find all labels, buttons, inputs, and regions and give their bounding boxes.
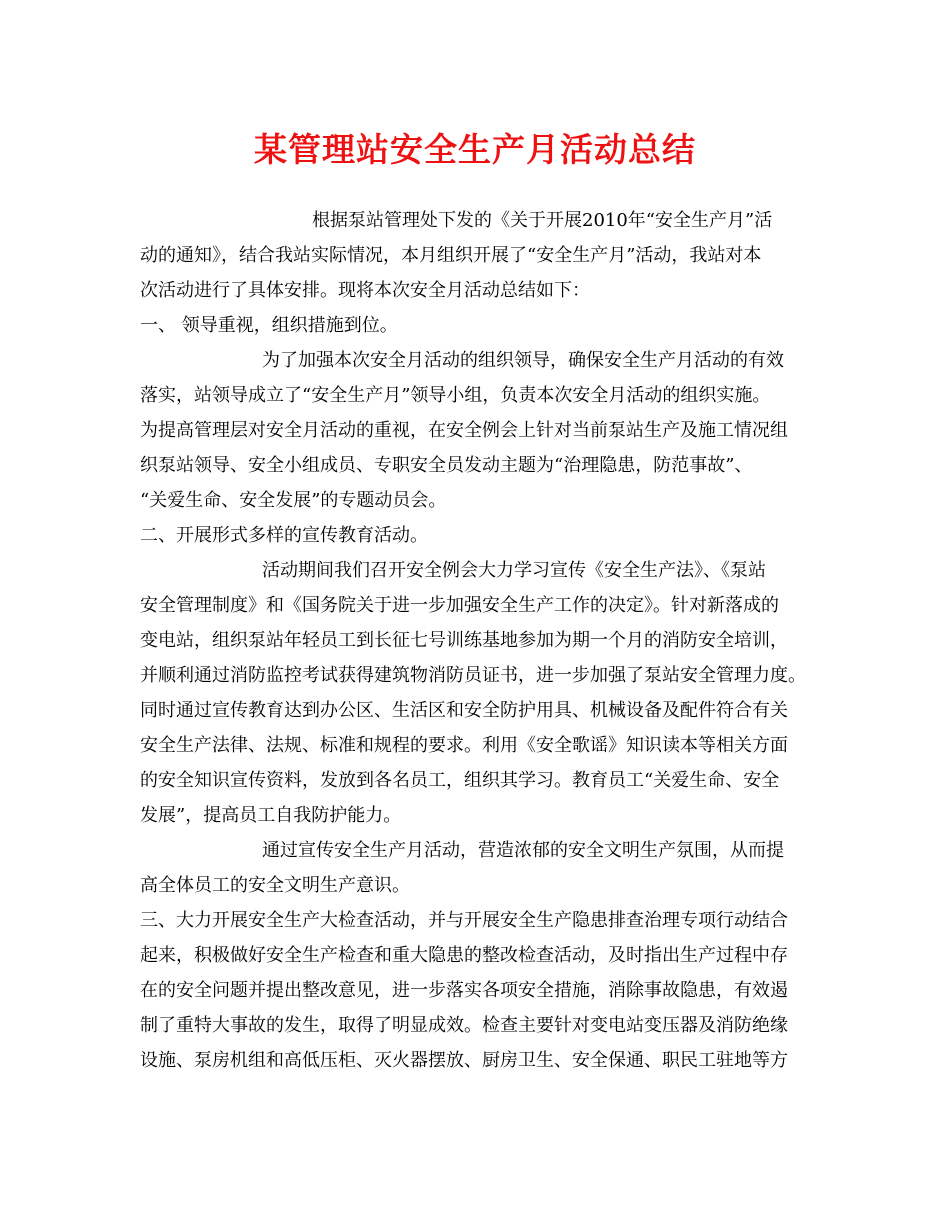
section-heading-2: 二、开展形式多样的宣传教育活动。 xyxy=(140,525,428,546)
paragraph-line: 通过宣传安全生产月活动，营造浓郁的安全文明生产氛围，从而提 xyxy=(262,840,784,861)
paragraph-line: “关爱生命、安全发展”的专题动员会。 xyxy=(140,490,447,511)
paragraph-line: 制了重特大事故的发生，取得了明显成效。检查主要针对变电站变压器及消防绝缘 xyxy=(140,1015,788,1036)
section-heading-1: 一、 领导重视，组织措施到位。 xyxy=(140,315,398,336)
paragraph-line: 安全生产法律、法规、标准和规程的要求。利用《安全歌谣》知识读本等相关方面 xyxy=(140,735,788,756)
paragraph-line: 活动期间我们召开安全例会大力学习宣传《安全生产法》、《泵站 xyxy=(262,560,766,581)
paragraph-line: 次活动进行了具体安排。现将本次安全月活动总结如下： xyxy=(140,280,590,301)
paragraph-line: 发展”，提高员工自我防护能力。 xyxy=(140,805,402,826)
document-title: 某管理站安全生产月活动总结 xyxy=(254,130,696,169)
paragraph-line: 安全管理制度》和《国务院关于进一步加强安全生产工作的决定》。针对新落成的 xyxy=(140,595,779,616)
paragraph-line: 为了加强本次安全月活动的组织领导，确保安全生产月活动的有效 xyxy=(262,350,784,371)
paragraph-line: 织泵站领导、安全小组成员、专职安全员发动主题为“治理隐患，防范事故”、 xyxy=(140,455,753,476)
paragraph-line: 变电站，组织泵站年轻员工到长征七号训练基地参加为期一个月的消防安全培训， xyxy=(140,630,788,651)
paragraph-line: 设施、泵房机组和高低压柜、灭火器摆放、厨房卫生、安全保通、职民工驻地等方 xyxy=(140,1050,788,1071)
section-heading-3: 三、大力开展安全生产大检查活动，并与开展安全生产隐患排查治理专项行动结合 xyxy=(140,910,788,931)
paragraph-line: 根据泵站管理处下发的《关于开展2010年“安全生产月”活 xyxy=(312,210,773,231)
paragraph-line: 同时通过宣传教育达到办公区、生活区和安全防护用具、机械设备及配件符合有关 xyxy=(140,700,788,721)
paragraph-line: 动的通知》，结合我站实际情况，本月组织开展了“安全生产月”活动，我站对本 xyxy=(140,245,762,266)
paragraph-line: 起来，积极做好安全生产检查和重大隐患的整改检查活动，及时指出生产过程中存 xyxy=(140,945,788,966)
paragraph-line: 并顺利通过消防监控考试获得建筑物消防员证书，进一步加强了泵站安全管理力度。 xyxy=(140,665,806,686)
paragraph-line: 为提高管理层对安全月活动的重视，在安全例会上针对当前泵站生产及施工情况组 xyxy=(140,420,788,441)
paragraph-line: 的安全知识宣传资料，发放到各名员工，组织其学习。教育员工“关爱生命、安全 xyxy=(140,770,780,791)
paragraph-line: 高全体员工的安全文明生产意识。 xyxy=(140,875,410,896)
paragraph-line: 落实，站领导成立了“安全生产月”领导小组，负责本次安全月活动的组织实施。 xyxy=(140,385,771,406)
paragraph-line: 在的安全问题并提出整改意见，进一步落实各项安全措施，消除事故隐患，有效遏 xyxy=(140,980,788,1001)
